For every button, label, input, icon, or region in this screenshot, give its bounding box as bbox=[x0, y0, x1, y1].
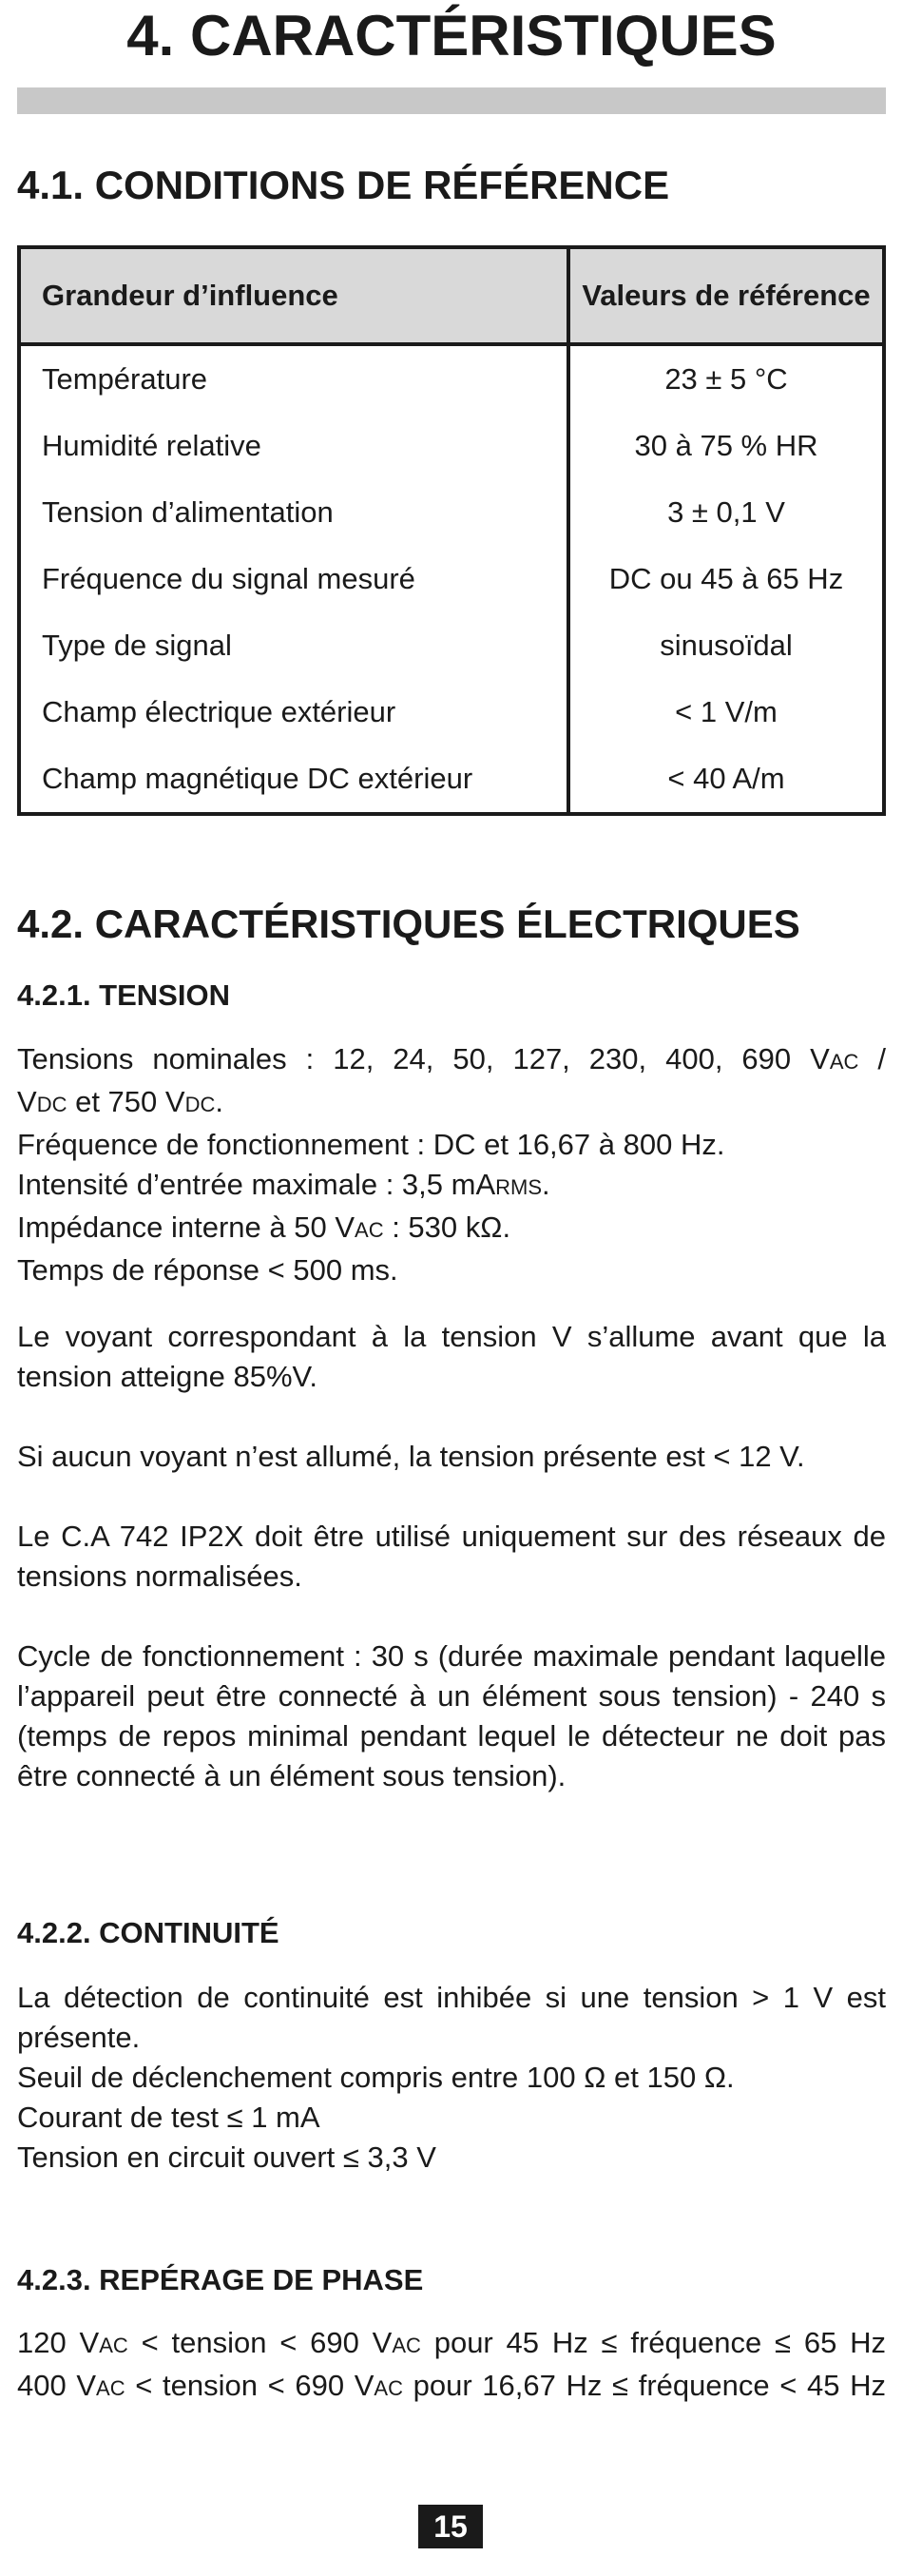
continuity-specifications bbox=[17, 1978, 886, 2178]
page-number: 15 bbox=[418, 2505, 483, 2548]
table-cell-value: 30 à 75 % HR bbox=[634, 429, 818, 462]
table-cell-quantity: Tension d’alimentation bbox=[19, 479, 568, 546]
phase-range-line-2: 400 VAC < tension < 690 VAC pour 16,67 Hz ≤ fréquence < 45 Hz bbox=[17, 2369, 886, 2402]
table-row bbox=[19, 344, 884, 413]
phase-specifications bbox=[17, 2323, 886, 2409]
operating-frequency: Fréquence de fonctionnement : DC et 16,67 à 800 Hz. bbox=[17, 1128, 725, 1161]
open-circuit-voltage: Tension en circuit ouvert ≤ 3,3 V bbox=[17, 2140, 436, 2174]
table-cell-quantity: Champ électrique extérieur bbox=[19, 679, 568, 746]
table-cell-quantity: Température bbox=[19, 344, 568, 413]
table-cell-quantity: Type de signal bbox=[19, 612, 568, 679]
table-row bbox=[19, 413, 884, 479]
table-cell-quantity: Fréquence du signal mesuré bbox=[19, 546, 568, 612]
table-cell-value: 3 ± 0,1 V bbox=[667, 495, 785, 529]
test-current: Courant de test ≤ 1 mA bbox=[17, 2101, 320, 2134]
nominal-voltages-line-2: VDC et 750 VDC. bbox=[17, 1085, 223, 1118]
table-row bbox=[19, 612, 884, 679]
trigger-threshold: Seuil de déclenchement compris entre 100 Ω et 150 Ω. bbox=[17, 2061, 735, 2094]
subsection-title-continuity: 4.2.2. CONTINUITÉ bbox=[17, 1916, 279, 1949]
table-cell-quantity: Humidité relative bbox=[19, 413, 568, 479]
table-cell-value: sinusoïdal bbox=[660, 629, 793, 662]
table-row bbox=[19, 746, 884, 814]
section-title-electrical-characteristics: 4.2. CARACTÉRISTIQUES ÉLECTRIQUES bbox=[17, 901, 800, 946]
table-cell-value: < 40 A/m bbox=[667, 762, 785, 795]
standard-network-note: Le C.A 742 IP2X doit être utilisé uniquement sur des réseaux de tensions normalisées. bbox=[17, 1520, 886, 1593]
table-cell-value: 23 ± 5 °C bbox=[664, 362, 788, 396]
reference-conditions-table bbox=[17, 245, 886, 816]
table-header-row bbox=[19, 247, 884, 344]
phase-range-line-1: 120 VAC < tension < 690 VAC pour 45 Hz ≤ fréquence ≤ 65 Hz bbox=[17, 2326, 886, 2359]
title-underline-bar bbox=[17, 87, 886, 114]
subsection-title-voltage: 4.2.1. TENSION bbox=[17, 978, 230, 1012]
table-header-influence: Grandeur d’influence bbox=[19, 247, 568, 344]
duty-cycle-note: Cycle de fonctionnement : 30 s (durée maximale pendant laquelle l’appareil peut être connecté à un élément sous tension) - 240 s (temps de repos minimal pendant lequel le détecteur ne doit pas être connecté à un élément sous tension). bbox=[17, 1639, 886, 1792]
table-cell-value: DC ou 45 à 65 Hz bbox=[608, 562, 844, 595]
table-row bbox=[19, 546, 884, 612]
internal-impedance: Impédance interne à 50 VAC : 530 kΩ. bbox=[17, 1211, 511, 1244]
voltage-specifications bbox=[17, 1039, 886, 1290]
response-time: Temps de réponse < 500 ms. bbox=[17, 1253, 398, 1287]
max-input-current: Intensité d’entrée maximale : 3,5 mARMS. bbox=[17, 1168, 550, 1201]
no-led-note: Si aucun voyant n’est allumé, la tension présente est < 12 V. bbox=[17, 1440, 805, 1473]
table-header-reference-values: Valeurs de référence bbox=[568, 247, 884, 344]
table-cell-quantity: Champ magnétique DC extérieur bbox=[19, 746, 568, 814]
table-row bbox=[19, 679, 884, 746]
table-row bbox=[19, 479, 884, 546]
continuity-inhibit-note: La détection de continuité est inhibée si une tension > 1 V est présente. bbox=[17, 1981, 886, 2054]
led-threshold-note: Le voyant correspondant à la tension V s’allume avant que la tension atteigne 85%V. bbox=[17, 1320, 886, 1393]
nominal-voltages-line-1: Tensions nominales : 12, 24, 50, 127, 230, 400, 690 VAC / bbox=[17, 1042, 886, 1075]
chapter-title: 4. CARACTÉRISTIQUES bbox=[126, 4, 777, 68]
subsection-title-phase-detection: 4.2.3. REPÉRAGE DE PHASE bbox=[17, 2263, 424, 2296]
section-title-reference-conditions: 4.1. CONDITIONS DE RÉFÉRENCE bbox=[17, 163, 670, 207]
table-cell-value: < 1 V/m bbox=[675, 695, 778, 728]
